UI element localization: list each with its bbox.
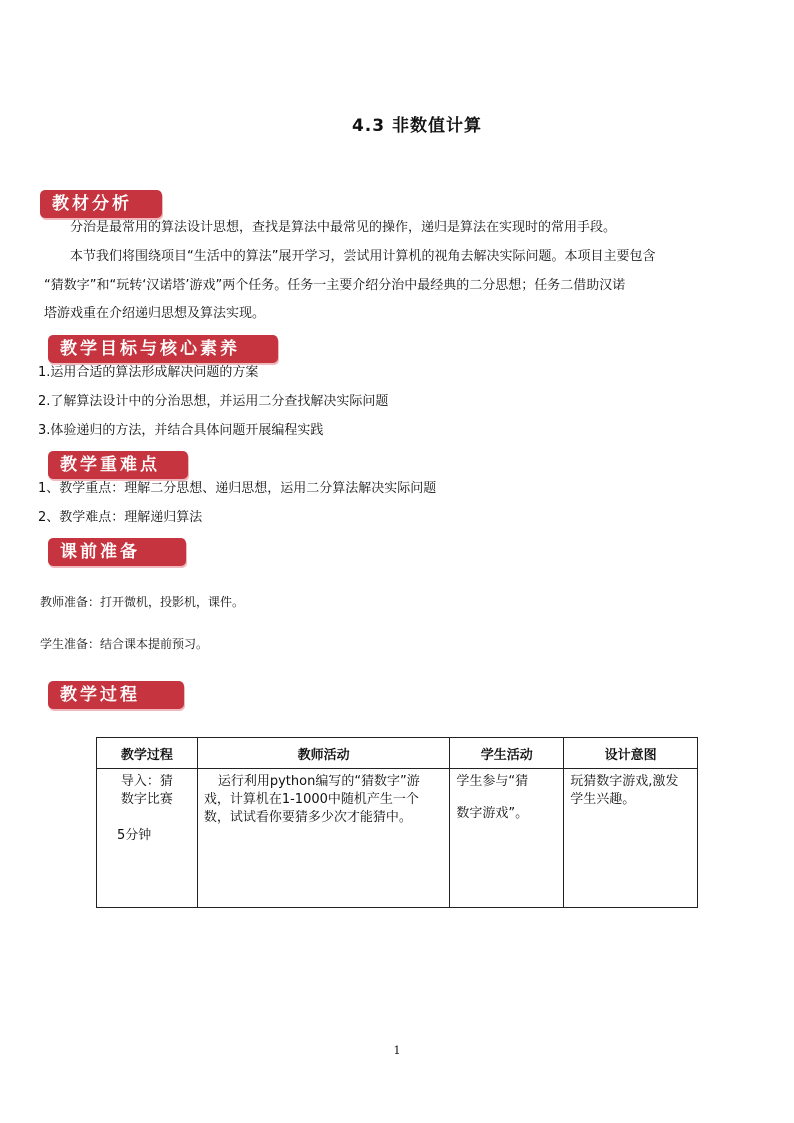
teacher-line: 运行利用python编写的“猜数字”游 xyxy=(217,774,420,789)
lesson-process-table xyxy=(96,737,698,908)
key-point-1: 1、教学重点：理解二分思想、递归思想，运用二分算法解决实际问题 xyxy=(38,481,437,496)
cell-student-activity xyxy=(450,769,564,908)
cell-stage xyxy=(97,769,198,908)
analysis-line-1: 分治是最常用的算法设计思想，查找是算法中最常见的操作，递归是算法在实现时的常用手段。 xyxy=(70,220,617,235)
table-row xyxy=(97,769,698,908)
intent-line: 学生兴趣。 xyxy=(570,792,636,807)
student-preparation: 学生准备：结合课本提前预习。 xyxy=(40,637,209,651)
analysis-line-4: 塔游戏重在介绍递归思想及算法实现。 xyxy=(44,306,266,321)
page-title: 4.3 非数值计算 xyxy=(351,116,483,136)
section-heading-preparation: 课前准备 xyxy=(48,538,186,566)
teacher-line: 戏，计算机在1-1000中随机产生一个 xyxy=(203,792,419,807)
goal-item-3: 3.体验递归的方法，并结合具体问题开展编程实践 xyxy=(38,423,324,438)
goal-item-1: 1.运用合适的算法形成解决问题的方案 xyxy=(38,365,259,380)
teacher-preparation: 教师准备：打开微机，投影机，课件。 xyxy=(40,595,245,609)
key-point-2: 2、教学难点：理解递归算法 xyxy=(38,510,203,525)
analysis-line-2: 本节我们将围绕项目“生活中的算法”展开学习，尝试用计算机的视角去解决实际问题。本项目主要包含 xyxy=(70,249,656,264)
cell-teacher-activity xyxy=(197,769,450,908)
student-line: 数字游戏”。 xyxy=(456,806,529,821)
table-header-row xyxy=(97,738,698,769)
intent-line: 玩猜数字游戏,激发 xyxy=(570,774,679,789)
analysis-line-3: “猜数字”和“玩转‘汉诺塔’游戏”两个任务。任务一主要介绍分治中最经典的二分思想；任务二借助汉诺 xyxy=(44,278,626,293)
section-heading-key-points: 教学重难点 xyxy=(48,451,188,479)
stage-duration: 5分钟 xyxy=(117,828,152,843)
goal-item-2: 2.了解算法设计中的分治思想，并运用二分查找解决实际问题 xyxy=(38,394,389,409)
header-stage: 教学过程 xyxy=(97,738,198,769)
teacher-line: 数，试试看你要猜多少次才能猜中。 xyxy=(203,810,412,825)
cell-design-intent xyxy=(564,769,698,908)
header-student-activity: 学生活动 xyxy=(450,738,564,769)
section-heading-process: 教学过程 xyxy=(48,681,184,709)
section-heading-goals: 教学目标与核心素养 xyxy=(48,335,278,363)
student-line: 学生参与“猜 xyxy=(456,774,529,789)
section-heading-analysis: 教材分析 xyxy=(40,190,162,218)
stage-line: 数字比赛 xyxy=(120,792,173,807)
header-teacher-activity: 教师活动 xyxy=(197,738,450,769)
header-design-intent: 设计意图 xyxy=(564,738,698,769)
page-number: 1 xyxy=(393,1044,401,1057)
stage-line: 导入：猜 xyxy=(120,774,173,789)
